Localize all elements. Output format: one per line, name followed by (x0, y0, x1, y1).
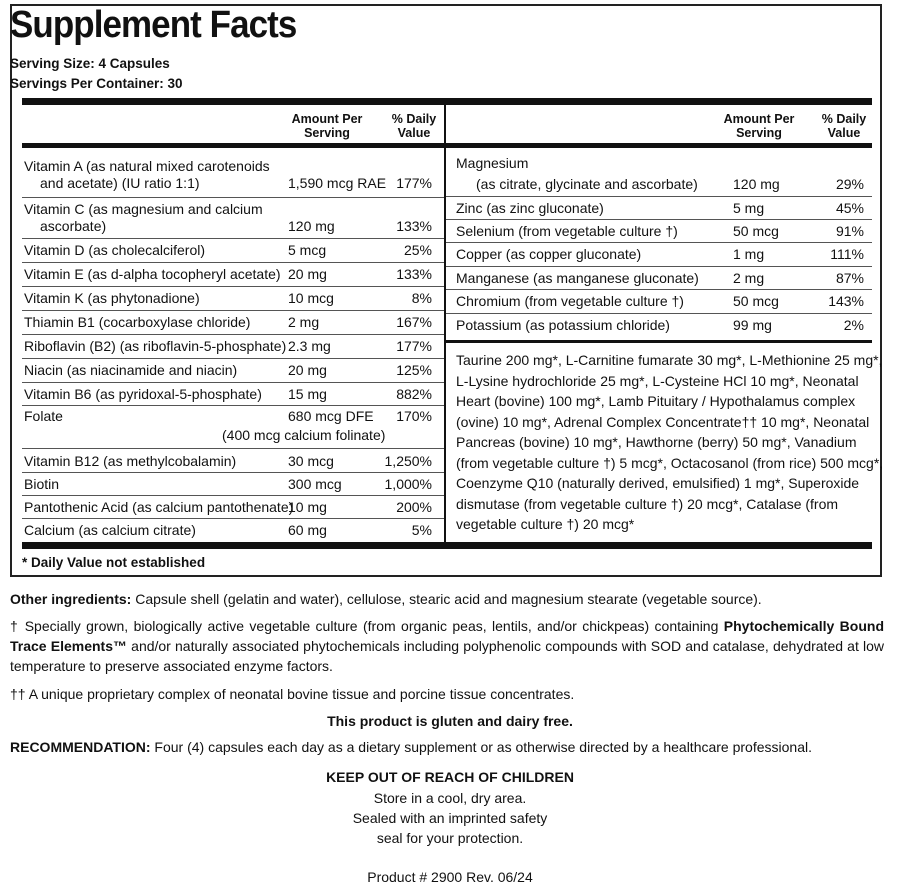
storage-line: Store in a cool, dry area. (373, 790, 527, 806)
nutrient-amount: 120 mg (288, 218, 335, 234)
nutrient-daily-value: 200% (396, 499, 432, 515)
row-divider (446, 242, 872, 243)
other-ingredients-blend (456, 350, 884, 535)
right-header-amount: Amount Per Serving (723, 112, 795, 140)
blend-line: (ovine) 10 mg*, Adrenal Complex Concentrate†† 10 mg*, Neonatal (456, 413, 870, 430)
dagger-note-text-b: and/or naturally associated phytochemicals including polyphenolic compounds with SOD and catalase, dehydrated at low temperature to preserve associated enzyme factors. (10, 638, 885, 674)
nutrient-name: Vitamin D (as cholecalciferol) (24, 242, 206, 258)
row-divider (22, 310, 444, 311)
nutrient-amount: 50 mcg (733, 293, 779, 309)
nutrient-daily-value: 45% (835, 200, 864, 216)
nutrient-name: Vitamin B6 (as pyridoxal-5-phosphate) (24, 386, 262, 402)
nutrient-name: Riboflavin (B2) (as riboflavin-5-phosphate) (24, 338, 287, 354)
nutrient-amount: 300 mcg (288, 476, 342, 492)
bottom-bar (22, 542, 872, 549)
nutrient-name: Folate (24, 408, 63, 424)
nutrient-name: Vitamin C (as magnesium and calcium (24, 201, 263, 217)
nutrient-daily-value: 5% (411, 522, 432, 538)
row-divider (22, 197, 444, 198)
recommendation-text: Four (4) capsules each day as a dietary supplement or as otherwise directed by a healthcare professional. (150, 739, 812, 755)
nutrient-daily-value: 167% (396, 314, 432, 330)
nutrient-amount: 15 mg (288, 386, 327, 402)
nutrient-note: (400 mcg calcium folinate) (222, 427, 386, 443)
table-row (456, 155, 868, 195)
nutrient-daily-value: 25% (403, 242, 432, 258)
nutrient-source: ascorbate) (40, 218, 107, 234)
nutrient-amount: 50 mcg (733, 223, 779, 239)
recommendation (10, 737, 884, 757)
row-divider (22, 495, 444, 496)
nutrient-amount: 20 mg (288, 362, 327, 378)
other-ingredients-text: Capsule shell (gelatin and water), cellulose, stearic acid and magnesium stearate (vegetable source). (131, 591, 762, 607)
right-header-bar (446, 143, 872, 148)
row-divider (22, 472, 444, 473)
nutrient-daily-value: 133% (396, 266, 432, 282)
left-header-bar (22, 143, 444, 148)
nutrient-daily-value: 125% (396, 362, 432, 378)
nutrient-name: Biotin (24, 476, 60, 492)
row-divider (446, 219, 872, 220)
nutrient-name: Vitamin K (as phytonadione) (24, 290, 200, 306)
storage-line: Sealed with an imprinted safety (352, 810, 548, 826)
table-row (24, 201, 440, 241)
nutrient-amount: 10 mcg (288, 290, 334, 306)
nutrient-daily-value: 8% (411, 290, 432, 306)
nutrient-daily-value: 111% (830, 246, 864, 262)
row-divider (22, 382, 444, 383)
blend-line: Heart (bovine) 100 mg*, Lamb Pituitary / Hypothalamus complex (456, 393, 856, 409)
row-divider (22, 405, 444, 406)
nutrient-amount: 30 mcg (288, 453, 334, 469)
nutrient-name: Magnesium (456, 155, 529, 171)
table-row (24, 408, 440, 448)
panel-title: Supplement Facts (10, 4, 297, 46)
nutrient-amount: 99 mg (733, 317, 772, 333)
nutrient-name: Copper (as copper gluconate) (456, 246, 642, 262)
other-ingredients-label: Other ingredients: (10, 591, 132, 607)
nutrient-amount: 1 mg (733, 246, 765, 262)
warning: KEEP OUT OF REACH OF CHILDREN (326, 769, 574, 785)
left-header-amount: Amount Per Serving (291, 112, 363, 140)
blend-line: Taurine 200 mg*, L-Carnitine fumarate 30 mg*, L-Methionine 25 mg*, (456, 352, 883, 368)
left-header-dv: % Daily Value (391, 112, 437, 140)
row-divider (22, 518, 444, 519)
serving-size: Serving Size: 4 Capsules (10, 56, 170, 71)
blend-line: dismutase (from vegetable culture †) 20 mcg*, Catalase (from (456, 495, 839, 512)
nutrient-amount: 120 mg (733, 176, 780, 192)
row-divider (446, 266, 872, 267)
dagger-note (10, 616, 884, 676)
top-bar (22, 98, 872, 105)
dagger-note-text-a: † Specially grown, biologically active vegetable culture (from organic peas, lentils, and/or chickpeas) containing (10, 618, 724, 634)
nutrient-daily-value: 29% (835, 176, 864, 192)
row-divider (446, 289, 872, 290)
nutrient-daily-value: 177% (396, 175, 432, 191)
nutrient-name: Vitamin A (as natural mixed carotenoids (24, 158, 270, 174)
row-divider (22, 238, 444, 239)
blend-bar (446, 340, 872, 343)
other-ingredients (10, 589, 884, 609)
nutrient-daily-value: 1,000% (384, 476, 432, 492)
nutrient-name: Chromium (from vegetable culture †) (456, 293, 684, 309)
nutrient-name: Vitamin E (as d-alpha tocopheryl acetate) (24, 266, 281, 282)
row-divider (22, 262, 444, 263)
nutrient-name: Selenium (from vegetable culture †) (456, 223, 678, 239)
daily-value-note: * Daily Value not established (22, 555, 206, 570)
nutrient-daily-value: 170% (396, 408, 432, 424)
nutrient-amount: 10 mg (288, 499, 327, 515)
double-dagger-note: †† A unique proprietary complex of neonatal bovine tissue and porcine tissue concentrates. (10, 686, 575, 702)
blend-line: Coenzyme Q10 (naturally derived, emulsified) 1 mg*, Superoxide (456, 475, 860, 491)
nutrient-amount: 680 mcg DFE (288, 408, 374, 424)
nutrient-amount: 2 mg (288, 314, 320, 330)
nutrient-amount: 60 mg (288, 522, 327, 538)
product-code: Product # 2900 Rev. 06/24 (367, 869, 533, 885)
nutrient-daily-value: 143% (828, 293, 864, 309)
blend-line: (from vegetable culture †) 5 mcg*, Octacosanol (from rice) 500 mcg*, (456, 454, 884, 471)
nutrient-amount: 5 mcg (288, 242, 327, 258)
nutrient-name: Pantothenic Acid (as calcium pantothenate) (24, 499, 294, 515)
nutrient-amount: 20 mg (288, 266, 327, 282)
nutrient-daily-value: 87% (835, 270, 864, 286)
row-divider (22, 286, 444, 287)
table-row (24, 158, 440, 198)
nutrient-amount: 1,590 mcg RAE (288, 175, 387, 191)
nutrient-name: Potassium (as potassium chloride) (456, 317, 670, 333)
row-divider (446, 196, 872, 197)
gluten-note: This product is gluten and dairy free. (327, 713, 573, 729)
nutrient-name: Vitamin B12 (as methylcobalamin) (24, 453, 237, 469)
nutrient-daily-value: 2% (843, 317, 864, 333)
nutrient-name: Calcium (as calcium citrate) (24, 522, 196, 538)
storage-line: seal for your protection. (376, 830, 524, 846)
nutrient-daily-value: 882% (396, 386, 432, 402)
nutrient-name: Zinc (as zinc gluconate) (456, 200, 604, 216)
row-divider (22, 334, 444, 335)
blend-line: L-Lysine hydrochloride 25 mg*, L-Cysteine HCl 10 mg*, Neonatal (456, 372, 859, 389)
dagger-note-bold: Phytochemically Bound Trace Elements™ (10, 618, 884, 654)
nutrient-daily-value: 91% (835, 223, 864, 239)
nutrient-name: Niacin (as niacinamide and niacin) (24, 362, 238, 378)
nutrient-source: (as citrate, glycinate and ascorbate) (476, 176, 698, 192)
nutrient-amount: 5 mg (733, 200, 765, 216)
servings-per-container: Servings Per Container: 30 (10, 76, 183, 91)
nutrient-name: Manganese (as manganese gluconate) (456, 270, 699, 286)
nutrient-daily-value: 177% (396, 338, 432, 354)
nutrient-daily-value: 133% (396, 218, 432, 234)
row-divider (22, 448, 444, 449)
nutrient-source: and acetate) (IU ratio 1:1) (40, 175, 200, 191)
recommendation-label: RECOMMENDATION: (10, 739, 151, 755)
nutrient-amount: 2 mg (733, 270, 765, 286)
nutrient-daily-value: 1,250% (384, 453, 432, 469)
row-divider (22, 358, 444, 359)
row-divider (446, 313, 872, 314)
nutrient-name: Thiamin B1 (cocarboxylase chloride) (24, 314, 251, 330)
blend-line: Pancreas (bovine) 10 mg*, Hawthorne (berry) 50 mg*, Vanadium (456, 434, 857, 450)
right-header-dv: % Daily Value (821, 112, 867, 140)
column-divider (444, 100, 446, 542)
blend-line: vegetable culture †) 20 mcg* (456, 516, 635, 532)
nutrient-amount: 2.3 mg (288, 338, 331, 354)
